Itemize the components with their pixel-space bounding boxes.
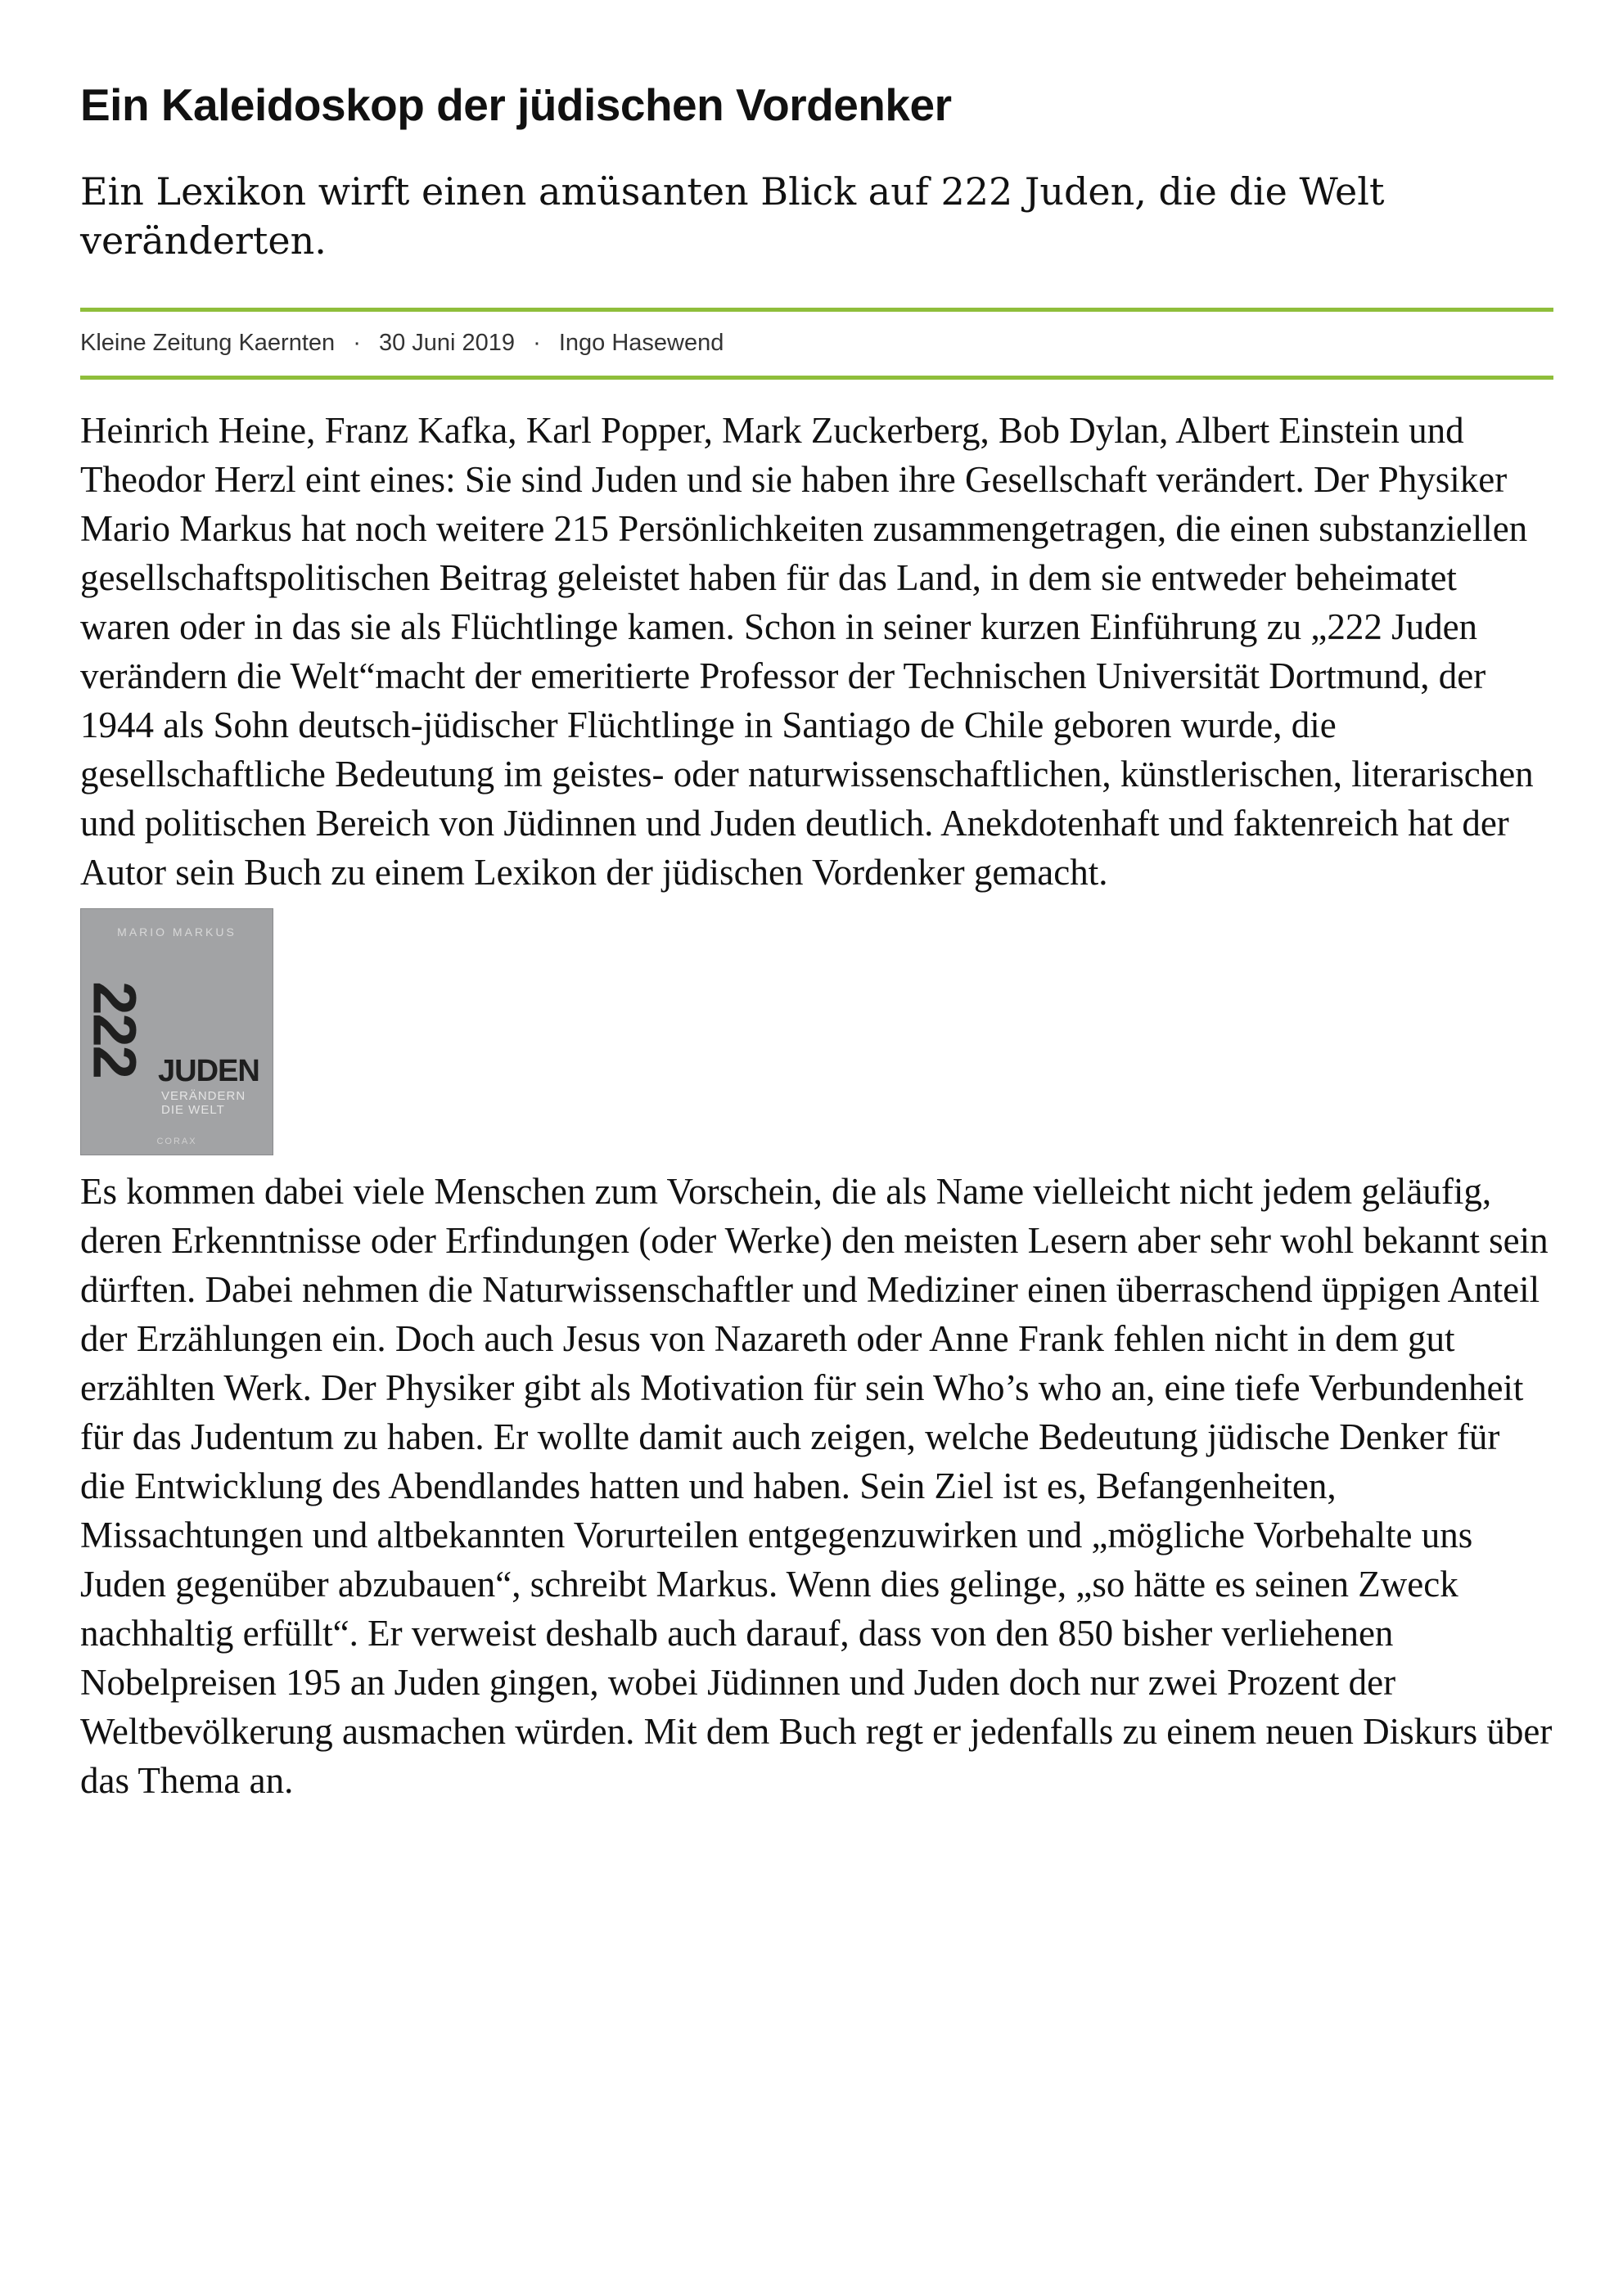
cover-title: JUDEN bbox=[158, 1054, 259, 1088]
cover-subtitle-line-1: VERÄNDERN bbox=[161, 1089, 246, 1103]
paragraph-1: Heinrich Heine, Franz Kafka, Karl Popper, Mark Zuckerberg, Bob Dylan, Albert Einstein und Theodor Herzl eint eines: Sie sind Juden und sie haben ihre Gesellschaft verändert. Der Physiker Mario Markus hat noch weitere 215 Persönlichkeiten zusammengetragen, die einen substanziellen gesellschaftspolitischen Beitrag geleistet haben für das Land, in dem sie entweder beheimatet waren oder in das sie als Flüchtlinge kamen. Schon in seiner kurzen Einführung zu „222 Juden verändern die Welt“macht der emeritierte Professor der Technischen Universität Dortmund, der 1944 als Sohn deutsch-jüdischer Flüchtlinge in Santiago de Chile geboren wurde, die gesellschaftliche Bedeutung im geistes- oder naturwissenschaftlichen, künstlerischen, literarischen und politischen Bereich von Jüdinnen und Juden deutlich. Anekdotenhaft und faktenreich hat der Autor sein Buch zu einem Lexikon der jüdischen Vordenker gemacht. bbox=[80, 410, 1534, 893]
book-cover-image bbox=[80, 908, 273, 1155]
cover-subtitle-line-2: DIE WELT bbox=[161, 1103, 225, 1117]
cover-number-text: 222 bbox=[80, 981, 149, 1078]
publish-date: 30 Juni 2019 bbox=[378, 330, 516, 356]
cover-author: MARIO MARKUS bbox=[117, 925, 237, 939]
meta-separator: · bbox=[533, 330, 541, 356]
bottom-divider bbox=[80, 376, 1553, 380]
article-headline: Ein Kaleidoskop der jüdischen Vordenker bbox=[80, 79, 952, 130]
cover-subtitle bbox=[161, 1089, 246, 1117]
source-name: Kleine Zeitung Kaernten bbox=[80, 330, 336, 356]
article bbox=[80, 74, 1553, 1805]
meta-separator: · bbox=[353, 330, 361, 356]
article-subhead: Ein Lexikon wirft einen amüsanten Blick auf 222 Juden, die die Welt veränderten. bbox=[80, 169, 1385, 263]
paragraph-2: Es kommen dabei viele Menschen zum Vorschein, die als Name vielleicht nicht jedem geläufig, deren Erkenntnisse oder Erfindungen (oder Werke) den meisten Lesern aber sehr wohl bekannt sein dürften. Dabei nehmen die Naturwissenschaftler und Mediziner einen überraschend üppigen Anteil der Erzählungen ein. Doch auch Jesus von Nazareth oder Anne Frank fehlen nicht in dem gut erzählten Werk. Der Physiker gibt als Motivation für sein Who’s who an, eine tiefe Verbundenheit für das Judentum zu haben. Er wollte damit auch zeigen, welche Bedeutung jüdische Denker für die Entwicklung des Abendlandes hatten und haben. Sein Ziel ist es, Befangenheiten, Missachtungen und altbekannten Vorurteilen entgegenzuwirken und „mögliche Vorbehalte uns Juden gegenüber abzubauen“, schreibt Markus. Wenn dies gelinge, „so hätte es seinen Zweck nachhaltig erfüllt“. Er verweist deshalb auch darauf, dass von den 850 bisher verliehenen Nobelpreisen 195 an Juden gingen, wobei Jüdinnen und Juden doch nur zwei Prozent der Weltbevölkerung ausmachen würden. Mit dem Buch regt er jedenfalls zu einem neuen Diskurs über das Thema an. bbox=[80, 1171, 1553, 1801]
author-name: Ingo Hasewend bbox=[558, 330, 724, 356]
cover-publisher: CORAX bbox=[156, 1137, 197, 1146]
article-meta bbox=[80, 312, 1553, 376]
